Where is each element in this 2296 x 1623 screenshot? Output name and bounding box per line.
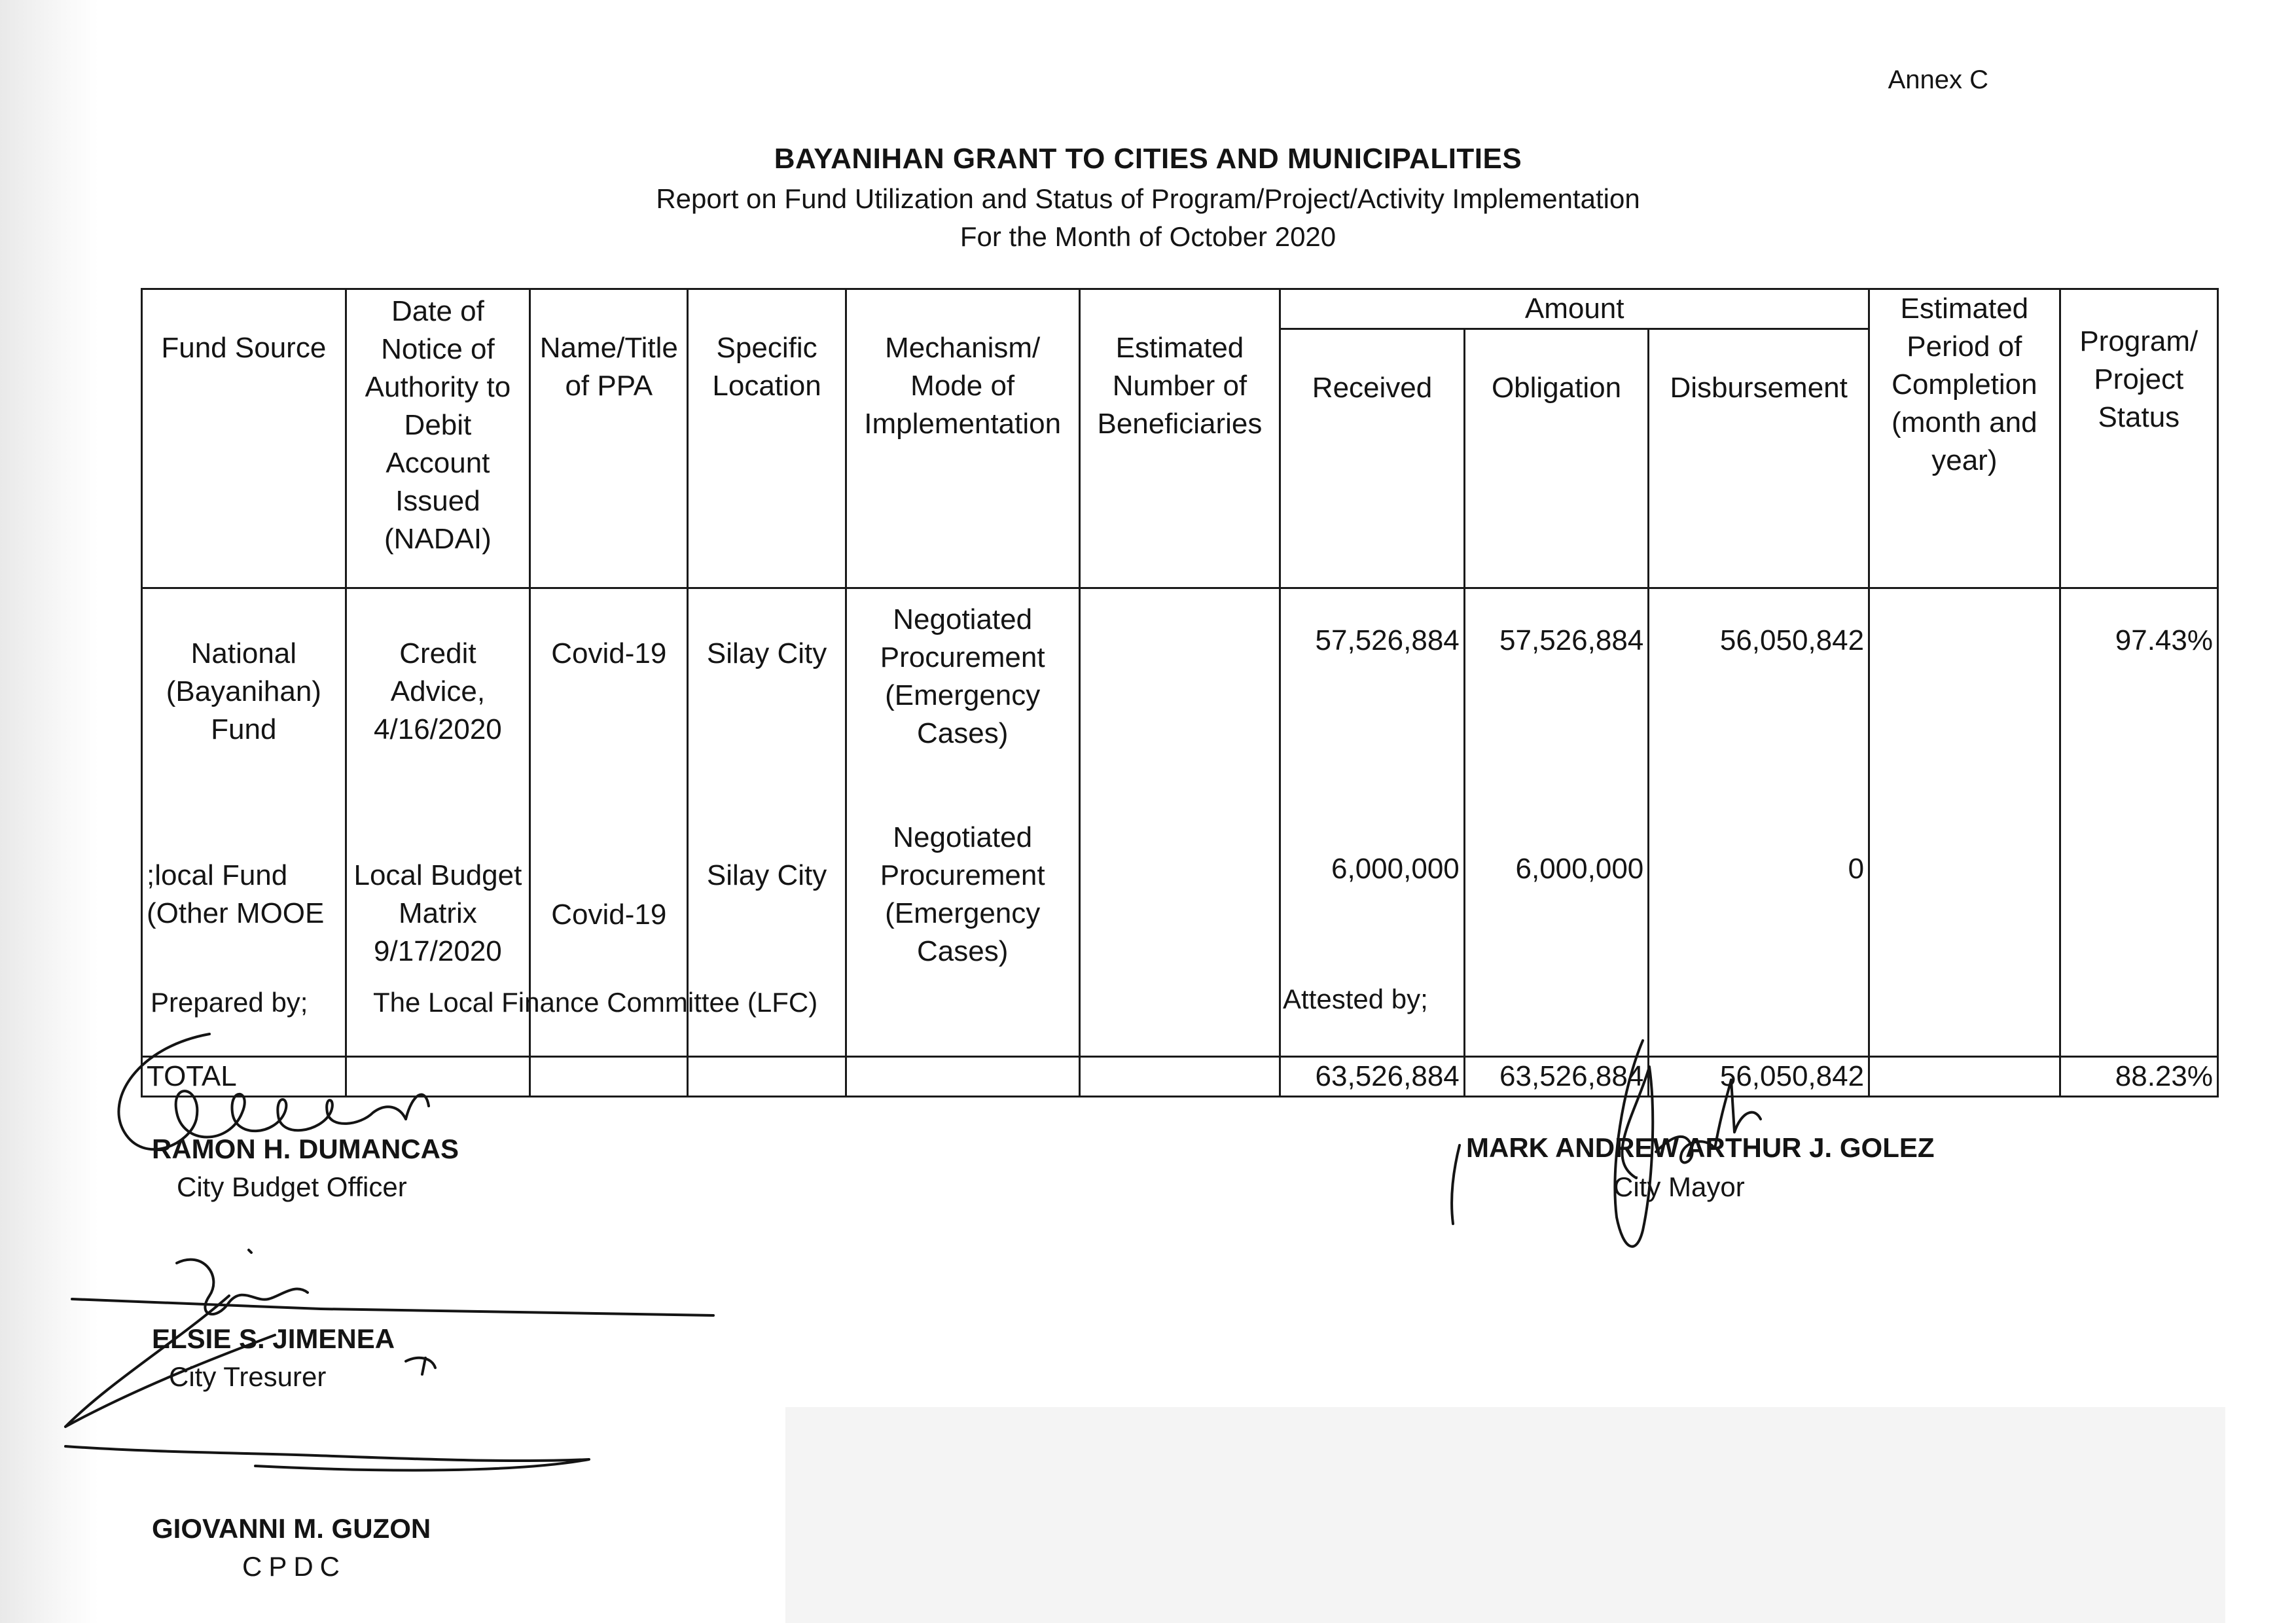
treasurer-name: ELSIE S. JIMENEA: [152, 1323, 395, 1354]
total-empty-cell: [688, 1057, 846, 1097]
header-obligation: Obligation: [1464, 329, 1649, 588]
cell-date-of-notice: Local Budget Matrix 9/17/2020: [346, 817, 530, 1057]
attested-by-label: Attested by;: [1283, 984, 1428, 1014]
report-title: BAYANIHAN GRANT TO CITIES AND MUNICIPALITIES: [774, 143, 1522, 175]
cell-location: Silay City: [688, 817, 846, 1057]
header-mechanism: Mechanism/ Mode of Implementation: [846, 289, 1079, 588]
total-disbursement: 56,050,842: [1649, 1057, 1869, 1097]
committee-name: The Local Finance Committee (LFC): [373, 987, 818, 1018]
cell-received: 57,526,884: [1280, 588, 1465, 818]
budget-officer-name: RAMON H. DUMANCAS: [152, 1133, 459, 1164]
cell-obligation: 6,000,000: [1464, 817, 1649, 1057]
scan-shading: [785, 1407, 2225, 1623]
header-amount: Amount: [1280, 289, 1869, 329]
mayor-name: MARK ANDREW ARTHUR J. GOLEZ: [1466, 1132, 1935, 1163]
total-received: 63,526,884: [1280, 1057, 1465, 1097]
prepared-by-label: Prepared by;: [151, 987, 308, 1018]
header-completion: Estimated Period of Completion (month and year): [1869, 289, 2060, 588]
cell-completion: [1869, 817, 2060, 1057]
header-date-of-notice: Date of Notice of Authority to Debit Account Issued (NADAI): [346, 289, 530, 588]
header-estimated-beneficiaries: Estimated Number of Beneficiaries: [1079, 289, 1280, 588]
cell-name-title: Covid-19: [530, 588, 688, 818]
total-empty-cell: [1079, 1057, 1280, 1097]
cell-beneficiaries: [1079, 588, 1280, 818]
cell-location: Silay City: [688, 588, 846, 818]
cell-status: [2060, 817, 2217, 1057]
treasurer-signature: [59, 1237, 713, 1486]
header-received: Received: [1280, 329, 1465, 588]
cpdc-name: GIOVANNI M. GUZON: [152, 1513, 431, 1544]
cell-date-of-notice: Credit Advice, 4/16/2020: [346, 588, 530, 818]
report-period: For the Month of October 2020: [960, 221, 1336, 252]
cell-received: 6,000,000: [1280, 817, 1465, 1057]
cell-mechanism: Negotiated Procurement (Emergency Cases): [846, 588, 1079, 818]
header-status: Program/ Project Status: [2060, 289, 2217, 588]
cell-beneficiaries: [1079, 817, 1280, 1057]
total-empty-cell: [530, 1057, 688, 1097]
table-row: [142, 588, 2218, 818]
budget-officer-title: City Budget Officer: [177, 1171, 407, 1202]
header-name-title: Name/Title of PPA: [530, 289, 688, 588]
cell-fund-source: ;local Fund (Other MOOE: [142, 817, 346, 1057]
header-fund-source: Fund Source: [142, 289, 346, 588]
header-disbursement: Disbursement: [1649, 329, 1869, 588]
fund-utilization-table: [141, 288, 2219, 1097]
treasurer-title: City Tresurer: [169, 1361, 327, 1392]
total-empty-cell: [846, 1057, 1079, 1097]
cell-name-title: Covid-19: [530, 817, 688, 1057]
cell-disbursement: 56,050,842: [1649, 588, 1869, 818]
cell-mechanism: Negotiated Procurement (Emergency Cases): [846, 817, 1079, 1057]
cell-fund-source: National (Bayanihan) Fund: [142, 588, 346, 818]
total-obligation: 63,526,884: [1464, 1057, 1649, 1097]
cell-completion: [1869, 588, 2060, 818]
report-subtitle: Report on Fund Utilization and Status of Program/Project/Activity Implementation: [656, 183, 1640, 214]
annex-label: Annex C: [1888, 65, 1988, 94]
total-status: 88.23%: [2060, 1057, 2217, 1097]
cell-obligation: 57,526,884: [1464, 588, 1649, 818]
cell-disbursement: 0: [1649, 817, 1869, 1057]
total-label: TOTAL: [142, 1057, 346, 1097]
total-empty-cell: [1869, 1057, 2060, 1097]
cell-status: 97.43%: [2060, 588, 2217, 818]
header-specific-location: Specific Location: [688, 289, 846, 588]
cpdc-title: CPDC: [242, 1551, 347, 1582]
mayor-title: City Mayor: [1613, 1171, 1745, 1202]
